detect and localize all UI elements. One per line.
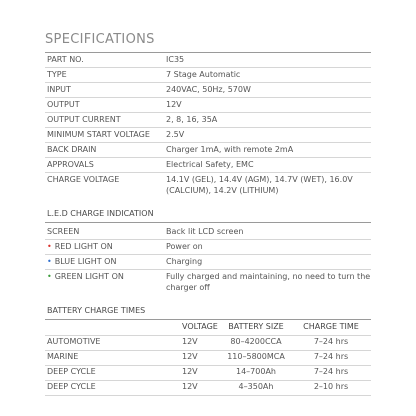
divider [45,157,371,158]
spec-label: OUTPUT CURRENT [47,115,121,124]
led-value: Power on [166,242,203,251]
divider [45,142,371,143]
divider [45,172,371,173]
green-dot-icon: • [47,272,52,281]
spec-label: MINIMUM START VOLTAGE [47,130,150,139]
spec-value: 14.1V (GEL), 14.4V (AGM), 14.7V (WET), 16.0V (CALCIUM), 14.2V (LITHIUM) [166,175,353,195]
battery-size: 80–4200CCA [230,337,282,346]
led-label [47,256,116,267]
spec-label: OUTPUT [47,100,80,109]
spec-value: 12V [166,100,182,109]
spec-label: CHARGE VOLTAGE [47,175,120,184]
battery-size: 14–700Ah [236,367,276,376]
spec-value: Charger 1mA, with remote 2mA [166,145,294,154]
battery-type: AUTOMOTIVE [47,337,101,346]
battery-size: 4–350Ah [238,382,274,391]
spec-value: 2, 8, 16, 35A [166,115,218,124]
spec-value: 7 Stage Automatic [166,70,241,79]
spec-label: APPROVALS [47,160,94,169]
spec-label: INPUT [47,85,71,94]
battery-type: DEEP CYCLE [47,382,96,391]
battery-type: DEEP CYCLE [47,367,96,376]
battery-type: MARINE [47,352,79,361]
divider [45,395,371,396]
divider [45,365,371,366]
divider [45,82,371,83]
led-label-text: BLUE LIGHT ON [54,257,117,266]
led-value: Fully charged and maintaining, no need to turn the charger off [166,272,371,292]
spec-value: 240VAC, 50Hz, 570W [166,85,251,94]
red-dot-icon: • [47,242,52,251]
divider [45,319,371,320]
led-label: SCREEN [47,227,80,236]
battery-charge-time: 7–24 hrs [313,367,349,376]
spec-label: PART NO. [47,55,84,64]
column-header-voltage: VOLTAGE [182,322,218,331]
spec-label: TYPE [47,70,67,79]
led-label [47,271,124,282]
divider [45,112,371,113]
section-heading-led: L.E.D CHARGE INDICATION [47,209,154,218]
battery-voltage: 12V [182,352,198,361]
divider [45,52,371,53]
led-label-text: RED LIGHT ON [54,242,113,251]
page-title: SPECIFICATIONS [45,32,155,47]
battery-voltage: 12V [182,367,198,376]
blue-dot-icon: • [47,257,52,266]
section-heading-battery: BATTERY CHARGE TIMES [47,306,146,315]
divider [45,254,371,255]
column-header-battery-size: BATTERY SIZE [228,322,284,331]
led-value: Back lit LCD screen [166,227,244,236]
battery-voltage: 12V [182,382,198,391]
battery-voltage: 12V [182,337,198,346]
battery-charge-time: 2–10 hrs [313,382,349,391]
spec-value: 2.5V [166,130,185,139]
divider [45,127,371,128]
divider [45,97,371,98]
column-header-charge-time: CHARGE TIME [303,322,359,331]
divider [45,67,371,68]
spec-value: Electrical Safety, EMC [166,160,254,169]
battery-charge-time: 7–24 hrs [313,337,349,346]
divider [45,335,371,336]
divider [45,239,371,240]
led-label [47,241,113,252]
battery-charge-time: 7–24 hrs [313,352,349,361]
divider [45,380,371,381]
spec-label: BACK DRAIN [47,145,97,154]
led-label-text: GREEN LIGHT ON [54,272,124,281]
spec-value: IC35 [166,55,185,64]
battery-size: 110–5800MCA [227,352,285,361]
led-value: Charging [166,257,203,266]
divider [45,222,371,223]
divider [45,269,371,270]
divider [45,350,371,351]
